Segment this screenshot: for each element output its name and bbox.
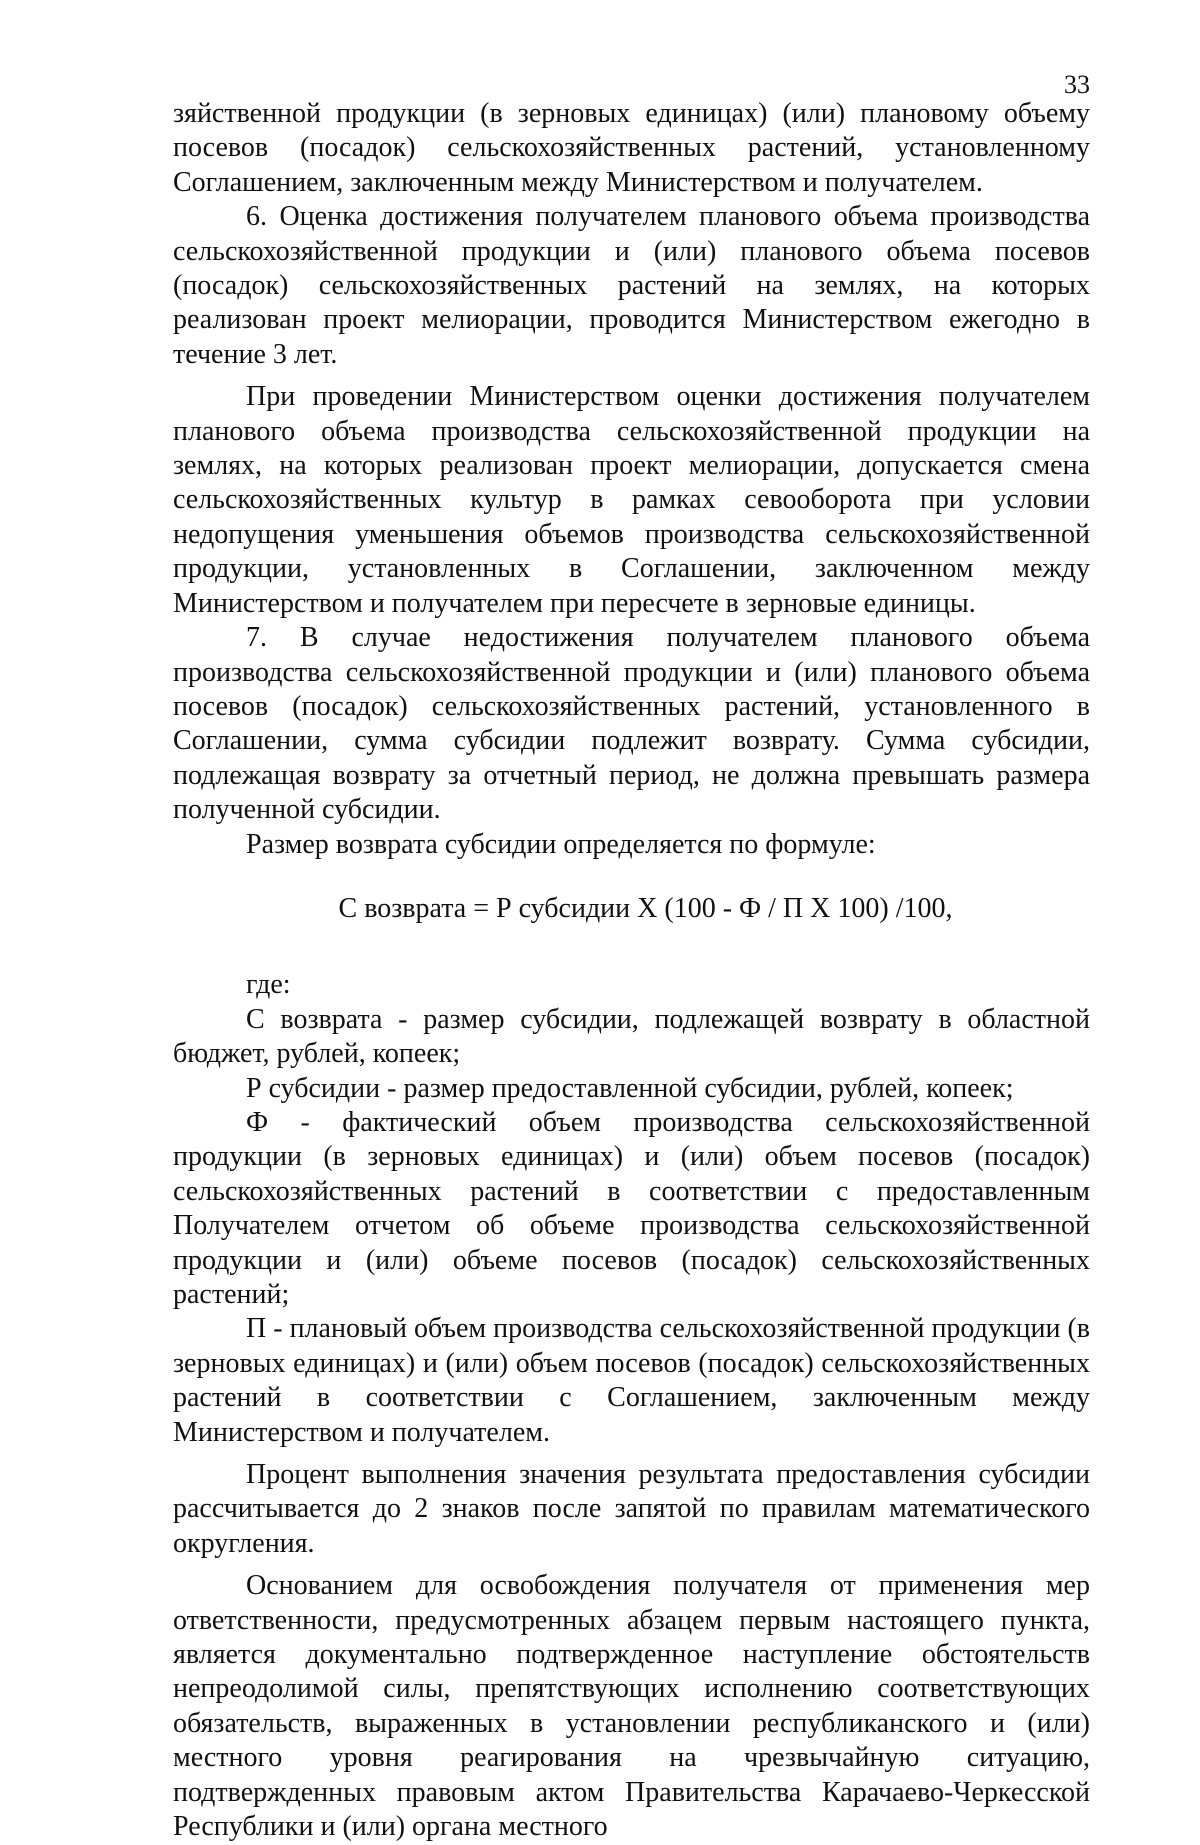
paragraph-where: где: [246, 969, 291, 1001]
paragraph-crop-rotation: При проведении Министерством оценки достижения получателем планового объема производства сельскохозяйственной продукции на землях, на которых реализован проект мелиорации, допускается смена сельскохозяйственных культур в рамках севооборота при условии недопущения уменьшения объемов производства сельскохозяйственной продукции, установленных в Соглашении, заключенном между Министерством и получателем при пересчете в зерновые единицы. [173, 381, 1090, 619]
paragraph-continuation: зяйственной продукции (в зерновых единицах) (или) плановому объему посевов (посадок) сельскохозяйственных растений, установленному Соглашением, заключенным между Министерством и получателем. [173, 98, 1090, 198]
paragraph-formula-intro: Размер возврата субсидии определяется по формуле: [246, 828, 876, 860]
paragraph-item-7: 7. В случае недостижения получателем планового объема производства сельскохозяйственной продукции и (или) планового объема посевов (посадок) сельскохозяйственных растений, установленного в Соглашении, сумма субсидии подлежит возврату. Сумма субсидии, подлежащая возврату за отчетный период, не должна превышать размера полученной субсидии. [173, 622, 1090, 826]
definition-r-subsidy: Р субсидии - размер предоставленной субсидии, рублей, копеек; [246, 1072, 1014, 1104]
definition-f-actual: Ф - фактический объем производства сельскохозяйственной продукции (в зерновых единицах) и (или) объем посевов (посадок) сельскохозяйственных растений в соответствии с предоставленным Получателем отчетом об объеме производства сельскохозяйственной продукции и (или) объеме посевов (посадок) сельскохозяйственных растений; [173, 1106, 1090, 1310]
paragraph-rounding: Процент выполнения значения результата предоставления субсидии рассчитывается до 2 знаков после запятой по правилам математического округления. [173, 1459, 1090, 1559]
page-number: 33 [1064, 70, 1090, 99]
document-body [173, 97, 1090, 1845]
definition-c-return: С возврата - размер субсидии, подлежащей возврату в областной бюджет, рублей, копеек; [173, 1003, 1090, 1070]
return-formula: С возврата = Р субсидии Х (100 - Ф / П Х 100) /100, [338, 892, 953, 924]
paragraph-item-6: 6. Оценка достижения получателем планового объема производства сельскохозяйственной продукции и (или) планового объема посевов (посадок) сельскохозяйственных растений на землях, на которых реализован проект мелиорации, проводится Министерством ежегодно в течение 3 лет. [173, 201, 1090, 370]
paragraph-force-majeure: Основанием для освобождения получателя от применения мер ответственности, предусмотренных абзацем первым настоящего пункта, является документально подтвержденное наступление обстоятельств непреодолимой силы, препятствующих исполнению соответствующих обязательств, выраженных в установлении республиканского и (или) местного уровня реагирования на чрезвычайную ситуацию, подтвержденных правовым актом Правительства Карачаево-Черкесской Республики и (или) органа местного [173, 1570, 1090, 1843]
definition-p-planned: П - плановый объем производства сельскохозяйственной продукции (в зерновых единицах) и (или) объем посевов (посадок) сельскохозяйственных растений в соответствии с Соглашением, заключенным между Министерством и получателем. [173, 1313, 1090, 1448]
